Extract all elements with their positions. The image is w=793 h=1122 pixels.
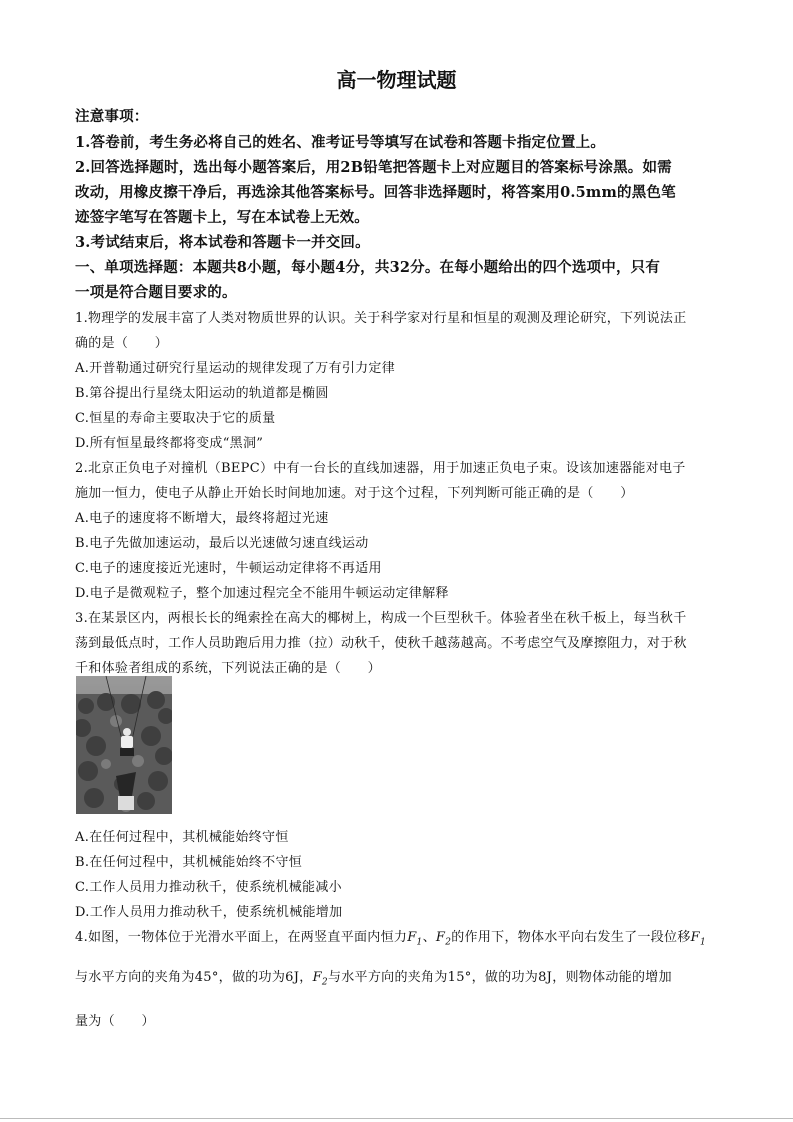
force-f1-symbol: $F_1$ xyxy=(407,930,423,948)
q3-option-c: C.工作人员用力推动秋千，使系统机械能减小 xyxy=(75,880,342,895)
q2-option-b: B.电子先做加速运动，最后以光速做匀速直线运动 xyxy=(75,536,369,551)
q2-option-c: C.电子的速度接近光速时，牛顿运动定律将不再适用 xyxy=(75,561,382,576)
q4-line2-text-e: ，做的功为 xyxy=(471,970,539,985)
q2-stem-line-1: 2.北京正负电子对撞机（BEPC）中有一台长的直线加速器，用于加速正负电子束。设该加速器能对电子 xyxy=(75,461,686,476)
q1-option-b: B.第谷提出行星绕太阳运动的轨道都是椭圆 xyxy=(75,386,329,401)
q2-stem-line-2: 施加一恒力，使电子从静止开始长时间地加速。对于这个过程，下列判断可能正确的是（ ） xyxy=(75,486,634,501)
q4-stem-text-a: 4.如图，一物体位于光滑水平面上，在两竖直平面内恒力 xyxy=(75,930,408,945)
page-title: 高一物理试题 xyxy=(336,68,457,92)
q4-stem-line-1 xyxy=(75,926,706,948)
note-line-5: 3.考试结束后，将本试卷和答题卡一并交回。 xyxy=(75,234,370,251)
force-f2-symbol-2: $F_2$ xyxy=(312,970,328,988)
note-line-1: 1.答卷前，考生务必将自己的姓名、准考证号等填写在试卷和答题卡指定位置上。 xyxy=(75,134,606,151)
q1-stem-line-2: 确的是（ ） xyxy=(75,336,169,351)
q2-option-a: A.电子的速度将不断增大，最终将超过光速 xyxy=(75,511,329,526)
q4-stem-line-3: 量为（ ） xyxy=(75,1014,155,1029)
q1-stem-line-1: 1.物理学的发展丰富了人类对物质世界的认识。关于科学家对行星和恒星的观测及理论研究，下列说法正 xyxy=(75,311,687,326)
note-line-4: 迹签字笔写在答题卡上，写在本试卷上无效。 xyxy=(75,209,369,226)
work-1: 6J xyxy=(285,970,300,985)
q3-option-b: B.在任何过程中，其机械能始终不守恒 xyxy=(75,855,303,870)
q4-line2-text-b: ，做的功为 xyxy=(218,970,286,985)
q1-option-a: A.开普勒通过研究行星运动的规律发现了万有引力定律 xyxy=(75,361,396,376)
q1-option-c: C.恒星的寿命主要取决于它的质量 xyxy=(75,411,276,426)
note-line-3: 改动，用橡皮擦干净后，再选涂其他答案标号。回答非选择题时，将答案用0.5mm的黑色笔 xyxy=(75,184,676,201)
q4-line2-text-d: 与水平方向的夹角为 xyxy=(327,970,448,985)
q4-line2-text-c: ， xyxy=(299,970,313,985)
note-line-2: 2.回答选择题时，选出每小题答案后，用2B铅笔把答题卡上对应题目的答案标号涂黑。如需 xyxy=(75,159,672,176)
q4-stem-text-b: 的作用下，物体水平向右发生了一段位移 xyxy=(451,930,691,945)
section-heading-line-1: 一、单项选择题：本题共8小题，每小题4分，共32分。在每小题给出的四个选项中，只有 xyxy=(75,259,661,276)
force-f1-symbol-2: $F_1$ xyxy=(690,930,707,948)
notes-heading: 注意事项： xyxy=(75,108,149,125)
q3-option-a: A.在任何过程中，其机械能始终守恒 xyxy=(75,830,289,845)
q3-stem-line-2: 荡到最低点时，工作人员助跑后用力推（拉）动秋千，使秋千越荡越高。不考虑空气及摩擦阻力，对于秋 xyxy=(75,636,687,651)
q3-option-d: D.工作人员用力推动秋千，使系统机械能增加 xyxy=(75,905,343,920)
q3-stem-line-3: 千和体验者组成的系统，下列说法正确的是（ ） xyxy=(75,661,381,676)
q2-option-d: D.电子是微观粒子，整个加速过程完全不能用牛顿运动定律解释 xyxy=(75,586,449,601)
q4-line2-text-f: ，则物体动能的增加 xyxy=(552,970,672,985)
page-bottom-rule xyxy=(0,1118,793,1119)
q3-stem-line-1: 3.在某景区内，两根长长的绳索拴在高大的椰树上，构成一个巨型秋千。体验者坐在秋千板上，每当秋千 xyxy=(75,611,687,626)
force-f2-symbol: $F_2$ xyxy=(435,930,452,948)
q4-separator: 、 xyxy=(422,930,436,945)
q4-stem-line-2 xyxy=(75,966,672,988)
q1-option-d: D.所有恒星最终都将变成“黑洞” xyxy=(75,436,264,451)
work-2: 8J xyxy=(538,970,553,985)
swing-photo xyxy=(76,676,172,814)
section-heading-line-2: 一项是符合题目要求的。 xyxy=(75,284,237,301)
angle-1: 45° xyxy=(194,970,219,985)
q4-line2-text-a: 与水平方向的夹角为 xyxy=(75,970,195,985)
angle-2: 15° xyxy=(447,970,472,985)
